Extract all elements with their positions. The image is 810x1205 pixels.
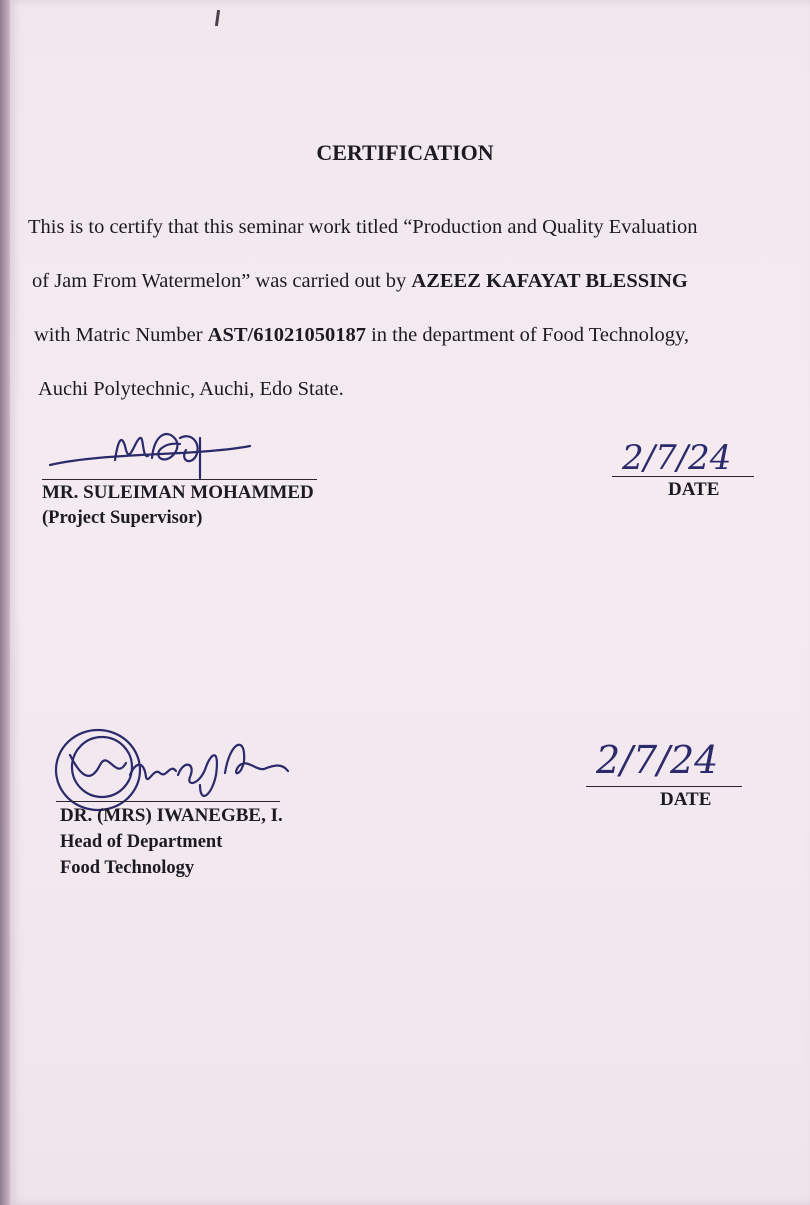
hod-name: DR. (MRS) IWANEGBE, I. [60,805,283,826]
line-1-text: This is to certify that this seminar work titled “Production and Quality Evaluation [28,216,698,238]
supervisor-role: (Project Supervisor) [42,508,203,528]
hod-department: Food Technology [60,858,195,878]
line-3-text-c: in the department of Food Technology, [365,324,690,346]
matric-number: AST/61021050187 [207,324,366,346]
certification-heading: CERTIFICATION [316,140,494,165]
hod-role: Head of Department [60,832,223,852]
document-page [8,0,810,1205]
supervisor-signature-line [42,479,317,480]
supervisor-date-line [612,476,754,477]
line-3-text-a: with Matric Number [34,324,208,346]
supervisor-name: MR. SULEIMAN MOHAMMED [42,482,314,503]
supervisor-signature [40,420,270,480]
page-edge-shadow [0,0,10,1205]
certification-text-line-1 [28,216,698,239]
hod-date-handwritten: 2/7/24 [596,738,719,782]
hod-date-label: DATE [660,789,712,810]
hod-signature [50,715,300,815]
line-4-text: Auchi Polytechnic, Auchi, Edo State. [38,378,344,400]
line-2-text: of Jam From Watermelon” was carried out by [32,270,412,292]
hod-signature-line [56,801,280,802]
hod-date-line [586,786,742,787]
certification-text-line-4 [38,378,344,401]
supervisor-date-handwritten: 2/7/24 [622,438,732,478]
certification-text-line-2 [32,270,688,293]
student-name: AZEEZ KAFAYAT BLESSING [411,270,688,292]
certification-text-line-3 [34,324,689,347]
supervisor-date-label: DATE [668,479,720,500]
